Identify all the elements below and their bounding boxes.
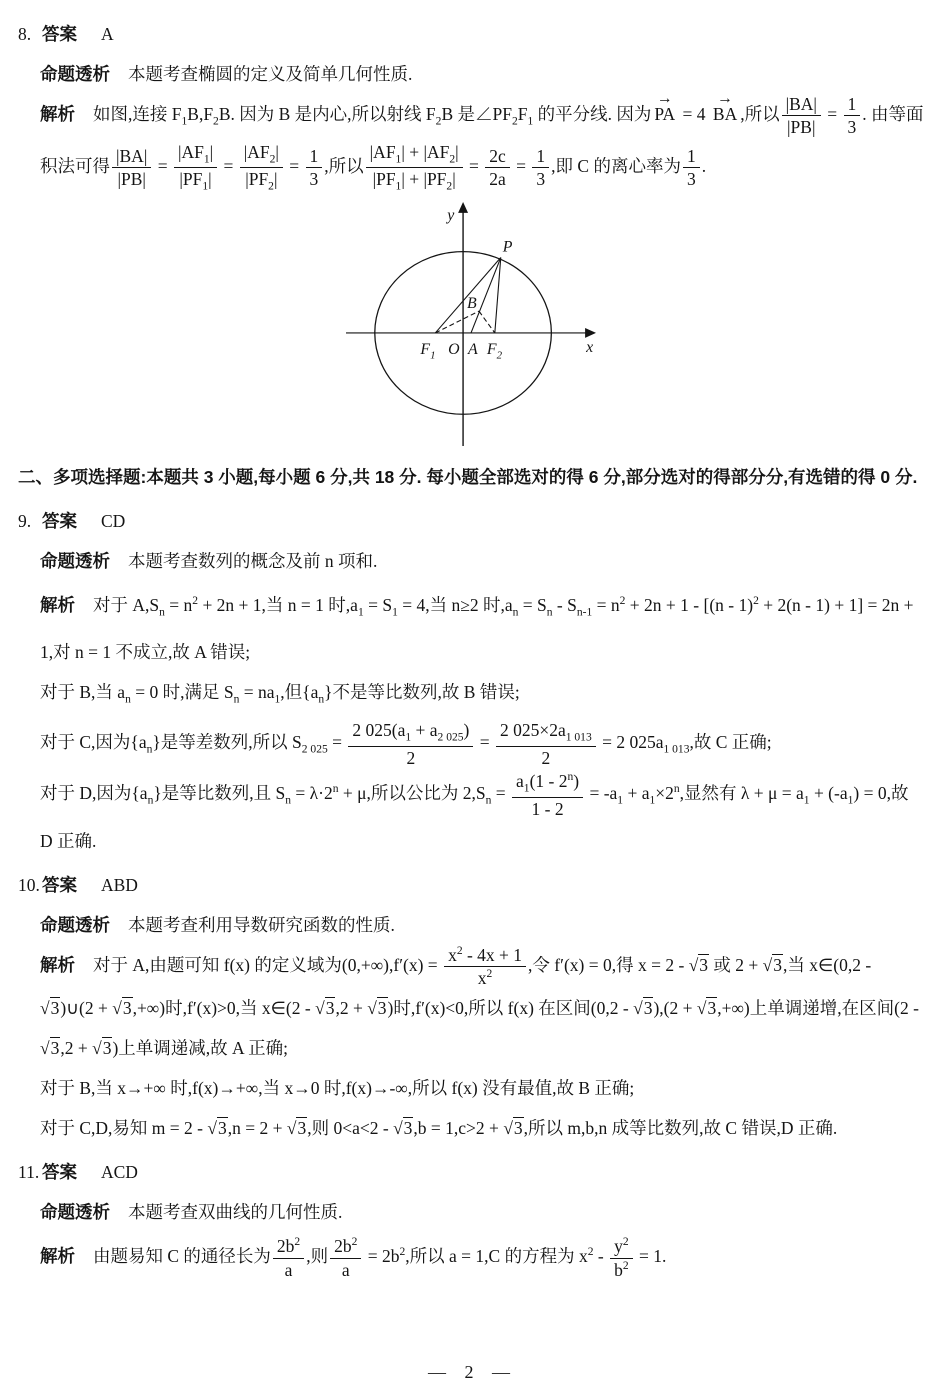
solution-paragraph bbox=[40, 94, 925, 194]
point-P-label: P bbox=[502, 238, 512, 256]
analysis-line bbox=[40, 541, 925, 581]
x-axis-arrow bbox=[585, 328, 596, 338]
solution-paragraph: 对于 B,当 $a_n = 0$ 时,满足 $S_n = na_1$,但$\{a_n\}$不是等比数列,故 B 错误; bbox=[40, 682, 520, 706]
page-number: — 2 — bbox=[428, 1362, 517, 1382]
solution-label: 解析 bbox=[40, 104, 75, 124]
question-number: 9. bbox=[18, 511, 32, 532]
point-A-label: A bbox=[467, 340, 478, 358]
solution-text: 对于 $A,S_n = n^2 + 2n + 1$,当 n = 1 时$,a_1 = S_1 = 4$,当 n≥2 时$,a_n = S_n - S_{n-1} = n^2 + 2n + 1 - [(n - 1)^2 + 2(n - 1) + 1] = 2n + 1$,对 n = 1 不成立,故 A 错误; bbox=[40, 594, 914, 663]
solution-label: 解析 bbox=[40, 954, 75, 975]
question-10 bbox=[18, 865, 925, 1149]
analysis-line bbox=[40, 54, 925, 94]
answer-value: ABD bbox=[101, 874, 138, 895]
solution-label: 解析 bbox=[40, 1246, 75, 1267]
answer-line bbox=[18, 14, 925, 54]
question-number: 8. bbox=[18, 24, 32, 44]
solution-text: 对于 A,由题可知 f(x) 的定义域为(0,+∞),f′(x) = $\frac{x^2 - 4x + 1}{x^2}$ ,令 f′(x) = 0,得 x = 2 - √3 或 2 + √3,当 x∈(0,2 - √3)∪(2 + √3,+∞)时,f′(x)>0,当 x∈(2 - √3,2 + √3)时,f′(x)<0,所以 f(x) 在区间(0,2 - √3),(2 + √3,+∞)上单调递增,在区间(2 - √3,2 + √3)上单调递减,故 A 正确; bbox=[40, 945, 919, 1059]
answer-label: 答案 bbox=[42, 24, 77, 44]
analysis-text: 本题考查双曲线的几何性质. bbox=[128, 1202, 343, 1223]
analysis-line bbox=[40, 1192, 925, 1232]
answer-line bbox=[18, 501, 925, 541]
segment-BF2-dashed bbox=[478, 311, 494, 333]
question-11 bbox=[18, 1152, 925, 1279]
analysis-label: 命题透析 bbox=[40, 914, 110, 935]
solution-text: 由题易知 C 的通径长为 $\frac{2b^2}{a}$ ,则 $\frac{2b^2}{a}$ = $2b^2$,所以 a = 1,C 的方程为 $x^2$ - $\frac{y^2}{b^2}$ = 1. bbox=[93, 1236, 667, 1280]
solution-paragraph bbox=[40, 945, 925, 1069]
analysis-label: 命题透析 bbox=[40, 551, 110, 572]
solution-paragraph: 对于 C,D,易知 m = 2 - √3,n = 2 + √3,则 0<a<2 - √3,b = 1,c>2 + √3,所以 m,b,n 成等比数列,故 C 错误,D 正确. bbox=[40, 1118, 838, 1139]
ellipse-diagram-svg bbox=[341, 200, 603, 450]
question-number: 10. bbox=[18, 874, 40, 895]
answer-label: 答案 bbox=[42, 1162, 77, 1183]
answer-line bbox=[18, 1152, 925, 1192]
segment-F2P bbox=[494, 258, 500, 333]
analysis-label: 命题透析 bbox=[40, 64, 110, 84]
answer-label: 答案 bbox=[42, 511, 77, 532]
point-B-label: B bbox=[466, 295, 477, 313]
solution-text: 如图,连接 $F_1B,F_2B$. 因为 B 是内心,所以射线 $F_2B$ 是$\angle PF_2F_1$ 的平分线. 因为 → PA = 4 → BA ,所以 $\frac{|BA|}{|PB|}$ = $\frac{1}{3}$ . 由等面积法可得 $\frac{|BA|}{|PB|}$ = $\frac{|AF_1|}{|PF_1|}$ = $\frac{|AF_2|}{|PF_2|}$ = $\frac{1}{3}$ ,所以 $\frac{|AF_1| + |AF_2|}{|PF_1| + |PF_2|}$ = $\frac{2c}{2a}$ = $\frac{1}{3}$ ,即 C 的离心率为 $\frac{1}{3}$ . bbox=[40, 104, 924, 176]
solution-paragraph: 对于 D,因为$\{a_n\}$是等比数列,且 $S_n = \lambda\cdot 2^n + \mu$,所以公比为 $2,S_n$ = $\frac{a_1(1 - 2^n)}{1 - 2}$ = $-a_1 + a_1\times 2^n$,显然有 $\lambda + \mu = a_1 + (-a_1) = 0$,故 D 正确. bbox=[40, 771, 909, 851]
solution-label: 解析 bbox=[40, 594, 75, 615]
answer-value: ACD bbox=[101, 1162, 138, 1183]
solution-paragraph bbox=[40, 1232, 925, 1279]
point-O-label: O bbox=[447, 340, 460, 358]
ellipse-figure bbox=[341, 200, 603, 450]
analysis-text: 本题考查椭圆的定义及简单几何性质. bbox=[128, 64, 413, 84]
analysis-text: 本题考查数列的概念及前 n 项和. bbox=[128, 551, 378, 572]
x-axis-label: x bbox=[585, 338, 593, 356]
answer-line bbox=[18, 865, 925, 905]
solution-paragraph: 对于 B,当 x→+∞ 时,f(x)→+∞,当 x→0 时,f(x)→-∞,所以 f(x) 没有最值,故 B 正确; bbox=[40, 1078, 635, 1099]
point-F2-label: $F_2$ bbox=[486, 340, 502, 362]
answer-label: 答案 bbox=[42, 874, 77, 895]
question-8 bbox=[18, 14, 925, 450]
y-axis-label: y bbox=[446, 206, 454, 224]
answer-value: CD bbox=[101, 511, 126, 532]
solution-paragraph bbox=[40, 581, 925, 672]
section-heading: 二、多项选择题:本题共 3 小题,每小题 6 分,共 18 分. 每小题全部选对的得 6 分,部分选对的得部分分,有选错的得 0 分. bbox=[18, 467, 918, 488]
analysis-line bbox=[40, 905, 925, 945]
question-number: 11. bbox=[18, 1162, 40, 1183]
solution-paragraph: 对于 C,因为$\{a_n\}$是等差数列,所以 $S_{2 025}$ = $\frac{2 025(a_1 + a_{2 025})}{2}$ = $\frac{2 025\times 2a_{1 013}}{2}$ = 2 $025a_{1 013}$,故 C 正确; bbox=[40, 719, 772, 768]
question-9 bbox=[18, 501, 925, 861]
answer-value: A bbox=[101, 24, 114, 44]
analysis-text: 本题考查利用导数研究函数的性质. bbox=[128, 914, 395, 935]
point-F1-label: $F_1$ bbox=[419, 340, 436, 362]
y-axis-arrow bbox=[458, 202, 468, 213]
analysis-label: 命题透析 bbox=[40, 1202, 110, 1223]
